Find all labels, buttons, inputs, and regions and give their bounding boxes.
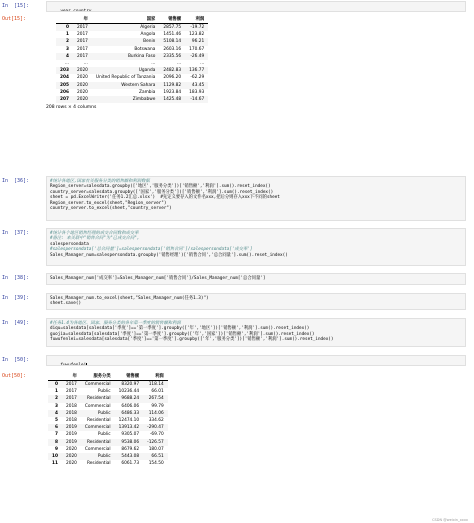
table-cell: Residential: [81, 439, 115, 446]
table-cell: 6406.06: [121, 403, 140, 409]
table-cell: Public: [97, 389, 111, 395]
code-line: fuwufenlei=salesdata[salesdata['季度']=='第一季度'].groupby(['年','服务分类'])['销售额','利润'].sum().reset_index(): [50, 337, 334, 343]
table-cell: 5108.14: [159, 38, 185, 45]
code-input[interactable]: [46, 293, 466, 310]
table-cell: 8679.62: [121, 446, 140, 452]
table-cell: 2017: [73, 53, 92, 60]
out-prompt: Out[15]:: [2, 16, 27, 22]
code-input[interactable]: [46, 176, 466, 221]
table-cell: 10236.44: [118, 389, 140, 395]
table-cell: 1425.48: [159, 96, 185, 103]
table-cell: ...: [200, 61, 205, 67]
table-row: [48, 460, 168, 467]
table-cell: Benin: [92, 38, 159, 45]
table-cell: -69.70: [149, 432, 164, 438]
table-cell: 114.06: [143, 410, 168, 417]
table-cell: ...: [83, 61, 88, 67]
table-cell: 2017: [73, 24, 92, 32]
table-cell: 2020: [62, 453, 81, 460]
code-input[interactable]: [46, 355, 466, 366]
table-cell: 6486.33: [115, 410, 144, 417]
column-header: [48, 372, 62, 381]
code-line: Region_server.to_excel(sheet,"Region_server"): [50, 200, 167, 206]
table-cell: 2020: [73, 67, 92, 74]
code-input[interactable]: [46, 273, 466, 285]
table-cell: 2096.20: [163, 75, 182, 81]
row-index: 5: [54, 418, 58, 424]
column-header: 利润: [185, 15, 208, 24]
code-line: guojia=salesdata[salesdata['季度']=='第一季度'].groupby(['年','国家'])['销售额','利润'].sum().reset_index(): [50, 331, 315, 337]
code-line: #salespersondata['总合同量']=salespersondata['销售合同']/salespersondata['成交率']: [50, 247, 253, 253]
table-row: [56, 82, 208, 89]
code-line: #统计各地区,国家有关服务分类的销售额和利润数据: [50, 179, 150, 184]
table-cell: 2482.83: [159, 67, 185, 74]
table-row: [48, 388, 168, 395]
column-header: 服务分类: [81, 372, 115, 381]
table-cell: Western Sahara: [92, 82, 159, 89]
row-index: 6: [48, 424, 62, 431]
table-cell: Burkina Faso: [92, 53, 159, 60]
code-line: Sales_Manager_num=salespersondata.groupby('销售经理')['销售合同','总合同量'].sum().reset_index(): [50, 252, 288, 258]
table-cell: 123.82: [189, 32, 205, 38]
row-index: 1: [65, 32, 69, 38]
row-index: 10: [48, 453, 62, 460]
table-row: [56, 67, 208, 74]
table-cell: Botswana: [134, 46, 156, 52]
table-cell: 1451.46: [163, 32, 182, 38]
column-header: 利润: [143, 372, 168, 381]
code-line: sheet = pd.ExcelWriter('任务1.2汇总.xlsx') #先定义要存入的文件名xxx,把后分则存入xxx下不同的sheet: [50, 195, 280, 201]
row-index: 3: [54, 403, 58, 409]
row-index: 8: [48, 439, 62, 446]
code-line: Sales_Manager_num['成交率']=Sales_Manager_num['销售合同']/Sales_Manager_num['总合同量']: [50, 276, 266, 281]
row-index: 206: [60, 89, 69, 95]
table-cell: 2020: [73, 82, 92, 89]
code-input[interactable]: [46, 228, 466, 266]
code-line: country_server.to_excel(sheet,"country_server"): [50, 206, 172, 212]
code-input[interactable]: [46, 318, 466, 347]
table-cell: Public: [81, 410, 115, 417]
table-cell: 267.54: [143, 395, 168, 402]
table-cell: ...: [177, 61, 182, 67]
table-cell: 2603.16: [163, 46, 182, 52]
code-line: diqu=salesdata[salesdata['季度']=='第一季度'].groupby(['年','地区'])['销售额','利润'].sum().reset_index(): [50, 326, 310, 332]
row-index: 2: [56, 38, 73, 45]
table-cell: 2017: [65, 389, 77, 395]
header-row: [56, 15, 208, 24]
table-cell: 2020: [65, 446, 77, 452]
table-row: [48, 439, 168, 446]
column-header: 年: [73, 15, 92, 24]
table-cell: Angola: [140, 32, 156, 38]
table-cell: Zimbabwe: [92, 96, 159, 103]
table-cell: -14.67: [185, 96, 208, 103]
code-line: Sales_Manager_num.to_excel(sheet,"Sales_Manager_num(任务1.3)"): [50, 296, 209, 301]
table-row: [48, 403, 168, 410]
table-cell: -26.49: [185, 53, 208, 60]
table-row: [48, 431, 168, 438]
table-row: [56, 31, 208, 38]
code-line: #备注: 来关联中"销售合同"为"已成交合同",: [50, 236, 140, 242]
table-cell: 66.51: [143, 453, 168, 460]
rows-info: 208 rows × 4 columns: [46, 105, 97, 111]
table-cell: 96.21: [185, 38, 208, 45]
out-prompt: Out[50]:: [2, 373, 27, 379]
table-cell: 9305.07: [121, 432, 140, 438]
column-header: 国家: [92, 15, 159, 24]
in-prompt: In [49]:: [2, 320, 30, 326]
row-index: 3: [65, 46, 69, 52]
table-cell: Uganda: [92, 67, 159, 74]
table-cell: 2019: [62, 424, 81, 431]
table-row: [56, 89, 208, 96]
table-row: [48, 453, 168, 460]
table-cell: 2019: [65, 432, 77, 438]
table-cell: 1923.84: [163, 89, 182, 95]
table-cell: 6061.73: [121, 461, 140, 467]
table-row: [56, 74, 208, 81]
table-cell: Zambia: [139, 89, 156, 95]
table-cell: 5443.08: [115, 453, 144, 460]
table-row: [48, 424, 168, 431]
table-cell: 2018: [62, 410, 81, 417]
table-row: [48, 446, 168, 453]
code-line: #统计各个地区销售经理的成交合同数和成交率: [50, 231, 139, 236]
table-row: [48, 410, 168, 417]
row-index: 207: [56, 96, 73, 103]
table-cell: Residential: [86, 461, 111, 467]
table-cell: 183.93: [189, 89, 205, 95]
table-cell: 8320.97: [115, 381, 144, 389]
table-row: [56, 24, 208, 32]
table-cell: 334.62: [148, 418, 164, 424]
table-cell: -126.57: [143, 439, 168, 446]
row-index: 1: [54, 389, 58, 395]
code-line: sheet.save(): [50, 301, 82, 307]
table-cell: 9688.24: [115, 395, 144, 402]
table-cell: -62.29: [190, 75, 205, 81]
table-cell: 1129.82: [159, 82, 185, 89]
table-cell: 154.50: [148, 461, 164, 467]
table-cell: Residential: [81, 395, 115, 402]
row-index: 0: [56, 24, 73, 32]
row-index: 204: [60, 75, 69, 81]
table-cell: 2018: [65, 418, 77, 424]
column-header: 销售额: [159, 15, 185, 24]
table-cell: ...: [64, 61, 69, 67]
ellipsis-row: [56, 60, 208, 67]
table-cell: 2020: [76, 75, 88, 81]
row-index: 4: [48, 410, 62, 417]
table-cell: 2335.56: [159, 53, 185, 60]
table-row: [56, 96, 208, 103]
table-cell: 170.67: [189, 46, 205, 52]
table-row: [56, 38, 208, 45]
row-index: 2: [48, 395, 62, 402]
column-header: 年: [62, 372, 81, 381]
dataframe-year-country: [56, 15, 208, 103]
column-header: [56, 15, 73, 24]
table-cell: 2020: [65, 461, 77, 467]
row-index: 11: [52, 461, 58, 467]
table-cell: Commercial: [84, 446, 111, 452]
code-input[interactable]: [46, 1, 466, 12]
table-cell: ...: [151, 61, 156, 67]
table-cell: Commercial: [81, 424, 115, 431]
row-index: 203: [56, 67, 73, 74]
in-prompt: In [36]:: [2, 178, 30, 184]
table-cell: 2017: [62, 381, 81, 389]
text-cursor: [86, 363, 87, 366]
code-line: fuwufenlei: [60, 363, 87, 366]
code-line: year_country: [60, 9, 92, 12]
output-area: [46, 372, 466, 467]
table-cell: Commercial: [84, 403, 111, 409]
row-index: 0: [48, 381, 62, 389]
table-cell: Commercial: [81, 381, 115, 389]
table-cell: 118.14: [143, 381, 168, 389]
code-line: Region_server=salesdata.groupby(['地区','服务分类'])['销售额','利润'].sum().reset_index(): [50, 184, 271, 190]
table-cell: 2020: [76, 89, 88, 95]
table-row: [48, 381, 168, 389]
row-index: 4: [56, 53, 73, 60]
row-index: 205: [56, 82, 73, 89]
row-index: 7: [54, 432, 58, 438]
code-line: country_server=salesdata.groupby(['国家','服务分类'])['销售额','利润'].sum().reset_index(): [50, 189, 274, 195]
table-cell: 2017: [76, 46, 88, 52]
table-row: [48, 395, 168, 402]
dataframe-fuwufenlei: [48, 372, 168, 467]
in-prompt: In [39]:: [2, 295, 30, 301]
table-cell: 2017: [62, 395, 81, 402]
table-cell: 180.07: [148, 446, 164, 452]
table-cell: 2857.75: [159, 24, 185, 32]
in-prompt: In [50]:: [2, 357, 30, 363]
table-cell: Public: [97, 432, 111, 438]
table-cell: Algeria: [92, 24, 159, 32]
table-cell: 2017: [73, 38, 92, 45]
table-cell: 2019: [62, 439, 81, 446]
output-area: [46, 15, 466, 110]
table-cell: 99.79: [151, 403, 164, 409]
table-cell: United Republic of Tanzania: [95, 75, 156, 81]
in-prompt: In [37]:: [2, 230, 30, 236]
table-cell: Residential: [86, 418, 111, 424]
row-index: 9: [54, 446, 58, 452]
table-row: [56, 46, 208, 53]
table-cell: 9538.06: [115, 439, 144, 446]
table-cell: -290.47: [143, 424, 168, 431]
header-row: [48, 372, 168, 381]
table-cell: 2020: [73, 96, 92, 103]
table-row: [48, 417, 168, 424]
table-cell: 43.45: [185, 82, 208, 89]
code-line: salespersondata: [50, 241, 89, 247]
in-prompt: In [38]:: [2, 275, 30, 281]
code-line: #任务1.4为各地区、国家、服务分类的各年第一季度的销售额和利润: [50, 321, 181, 326]
table-cell: 13913.42: [115, 424, 144, 431]
table-cell: Public: [81, 453, 115, 460]
table-cell: -19.72: [185, 24, 208, 32]
watermark: CSDN @weixin_xxxx: [432, 518, 468, 522]
column-header: 销售额: [115, 372, 144, 381]
table-cell: 2018: [65, 403, 77, 409]
table-row: [56, 53, 208, 60]
table-cell: 136.77: [185, 67, 208, 74]
table-cell: 2017: [76, 32, 88, 38]
table-cell: 12474.10: [118, 418, 140, 424]
in-prompt: In [15]:: [2, 3, 30, 9]
table-cell: 66.01: [151, 389, 164, 395]
